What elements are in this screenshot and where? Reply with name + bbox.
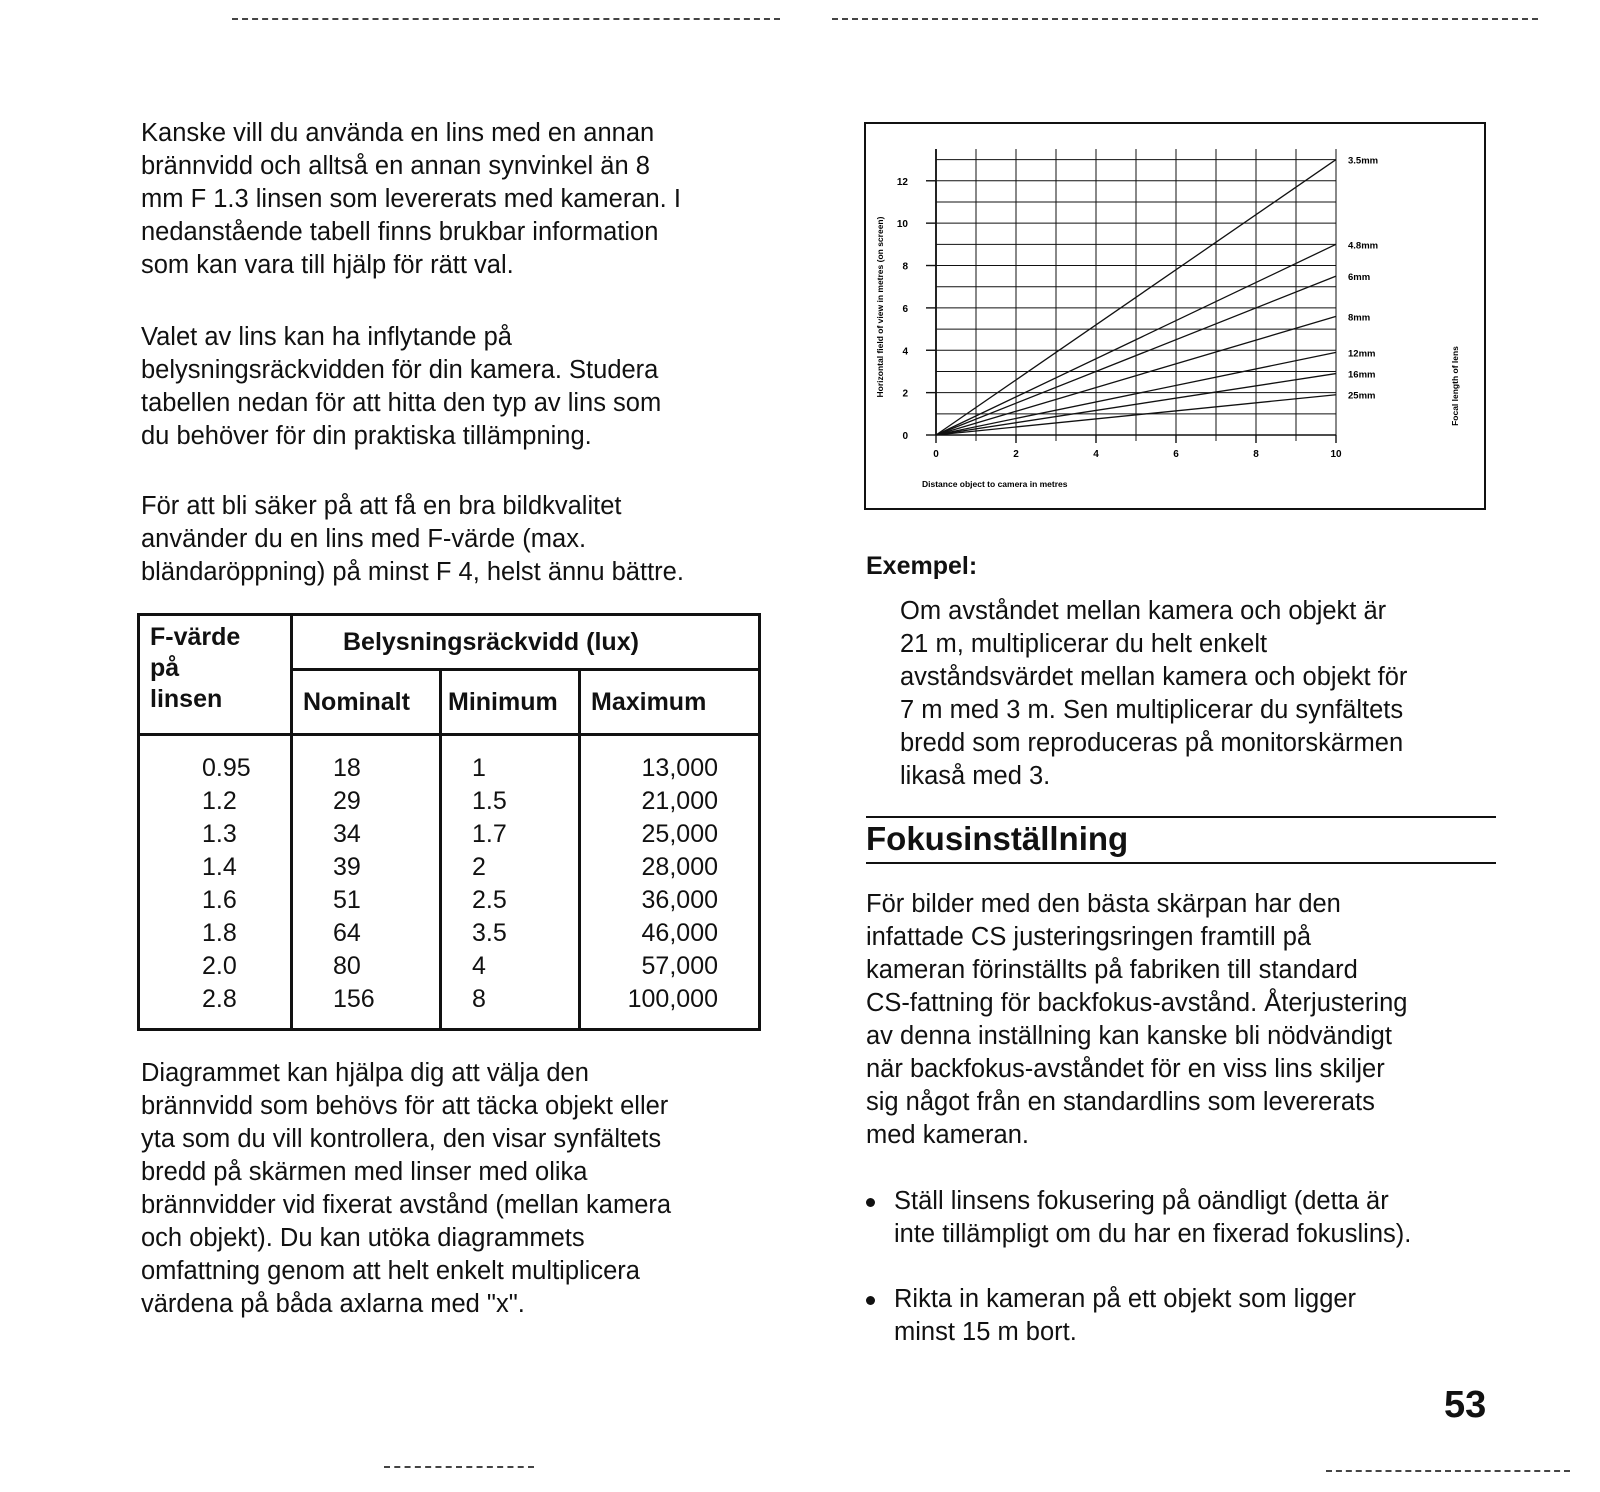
cell-f-value: 1.3 <box>139 818 292 851</box>
cell-minimum: 2 <box>441 851 580 884</box>
table-row <box>139 735 760 786</box>
diagram-paragraph <box>141 1057 671 1321</box>
focus-line: med kameran. <box>866 1121 1029 1149</box>
diagram-line: yta som du vill kontrollera, den visar synfältets <box>141 1125 662 1153</box>
bullet-line: inte tillämpligt om du har en fixerad fokuslins). <box>894 1220 1412 1248</box>
cell-f-value: 1.4 <box>139 851 292 884</box>
lens-choice-paragraph <box>141 321 661 453</box>
field-of-view-chart-svg <box>866 124 1483 507</box>
cell-minimum: 2.5 <box>441 884 580 917</box>
cell-minimum: 8 <box>441 983 580 1030</box>
cell-nominal: 34 <box>292 818 441 851</box>
example-line: bredd som reproduceras på monitorskärmen <box>900 729 1404 757</box>
bullet-dot <box>866 1296 875 1305</box>
table-row <box>139 950 760 983</box>
chart-y-tick-label: 4 <box>902 346 908 358</box>
focus-line: infattade CS justeringsringen framtill på <box>866 923 1312 951</box>
section-rule-bottom <box>866 862 1496 864</box>
table-row <box>139 818 760 851</box>
cell-maximum: 21,000 <box>580 785 760 818</box>
bullet-line: Ställ linsens fokusering på oändligt (detta är <box>894 1187 1389 1215</box>
bullet-line: Rikta in kameran på ett objekt som ligger <box>894 1285 1357 1313</box>
lens-choice-line: Valet av lins kan ha inflytande på <box>141 323 512 351</box>
scan-edge-top-right <box>832 18 1538 20</box>
cell-minimum: 4 <box>441 950 580 983</box>
diagram-line: bredd på skärmen med linser med olika <box>141 1158 588 1186</box>
chart-y-tick-label: 10 <box>896 219 908 231</box>
chart-series-label: 3.5mm <box>1348 155 1379 167</box>
chart-x-tick-label: 6 <box>1173 449 1179 460</box>
diagram-line: Diagrammet kan hjälpa dig att välja den <box>141 1059 589 1087</box>
intro-line: som kan vara till hjälp för rätt val. <box>141 251 514 279</box>
chart-x-tick-label: 8 <box>1253 449 1259 460</box>
chart-y-tick-label: 0 <box>902 431 908 442</box>
focus-line: kameran förinställts på fabriken till standard <box>866 956 1358 984</box>
chart-y-tick-label: 12 <box>896 176 908 188</box>
diagram-line: omfattning genom att helt enkelt multiplicera <box>141 1257 640 1285</box>
focus-line: när backfokus-avståndet för en viss lins skiljer <box>866 1055 1385 1083</box>
table-row <box>139 983 760 1030</box>
cell-f-value: 2.0 <box>139 950 292 983</box>
cell-nominal: 18 <box>292 735 441 786</box>
chart-series-label: 6mm <box>1348 272 1371 284</box>
cell-maximum: 46,000 <box>580 917 760 950</box>
chart-y-tick-label: 8 <box>902 261 908 273</box>
focus-paragraph <box>866 888 1407 1152</box>
example-paragraph <box>900 595 1407 793</box>
chart-y-tick-label: 6 <box>902 303 908 315</box>
example-line: 21 m, multiplicerar du helt enkelt <box>900 630 1268 658</box>
cell-f-value: 1.6 <box>139 884 292 917</box>
chart-right-axis-label: Focal length of lens <box>1450 346 1460 426</box>
example-label: Exempel: <box>866 552 978 580</box>
chart-x-tick-label: 2 <box>1013 449 1019 460</box>
cell-f-value: 1.2 <box>139 785 292 818</box>
cell-minimum: 3.5 <box>441 917 580 950</box>
example-line: likaså med 3. <box>900 762 1051 790</box>
cell-minimum: 1 <box>441 735 580 786</box>
illumination-table <box>137 613 761 1031</box>
image-quality-line: För att bli säker på att få en bra bildkvalitet <box>141 492 622 520</box>
focus-line: sig något från en standardlins som levererats <box>866 1088 1375 1116</box>
chart-series-label: 25mm <box>1348 390 1376 402</box>
image-quality-line: bländaröppning) på minst F 4, helst ännu bättre. <box>141 558 684 586</box>
table-row <box>139 917 760 950</box>
cell-maximum: 25,000 <box>580 818 760 851</box>
chart-series-label: 4.8mm <box>1348 240 1379 252</box>
cell-nominal: 51 <box>292 884 441 917</box>
cell-nominal: 64 <box>292 917 441 950</box>
chart-series-label: 16mm <box>1348 369 1376 381</box>
example-line: Om avståndet mellan kamera och objekt är <box>900 597 1387 625</box>
cell-maximum: 28,000 <box>580 851 760 884</box>
intro-line: brännvidd och alltså en annan synvinkel än 8 <box>141 152 650 180</box>
example-line: 7 m med 3 m. Sen multiplicerar du synfältets <box>900 696 1404 724</box>
chart-x-tick-label: 0 <box>933 449 939 460</box>
example-line: avståndsvärdet mellan kamera och objekt för <box>900 663 1408 691</box>
diagram-line: brännvidder vid fixerat avstånd (mellan kamera <box>141 1191 672 1219</box>
cell-maximum: 100,000 <box>580 983 760 1030</box>
intro-paragraph <box>141 117 681 282</box>
header-minimum: Minimum <box>441 670 580 735</box>
chart-y-tick-label: 2 <box>902 388 908 400</box>
focus-line: För bilder med den bästa skärpan har den <box>866 890 1341 918</box>
lens-choice-line: belysningsräckvidden för din kamera. Studera <box>141 356 659 384</box>
scan-edge-bottom-left <box>384 1466 534 1468</box>
header-f-value <box>139 615 292 735</box>
bullet-dot <box>866 1198 875 1207</box>
lens-choice-line: tabellen nedan för att hitta den typ av lins som <box>141 389 662 417</box>
cell-minimum: 1.7 <box>441 818 580 851</box>
field-of-view-chart <box>864 122 1486 510</box>
intro-line: nedanstående tabell finns brukbar information <box>141 218 659 246</box>
cell-maximum: 57,000 <box>580 950 760 983</box>
chart-series-label: 8mm <box>1348 312 1371 324</box>
chart-series-label: 12mm <box>1348 348 1376 360</box>
intro-line: Kanske vill du använda en lins med en annan <box>141 119 655 147</box>
header-maximum: Maximum <box>580 670 760 735</box>
focus-line: av denna inställning kan kanske bli nödvändigt <box>866 1022 1392 1050</box>
cell-f-value: 1.8 <box>139 917 292 950</box>
table-row <box>139 851 760 884</box>
cell-nominal: 156 <box>292 983 441 1030</box>
cell-nominal: 80 <box>292 950 441 983</box>
header-illumination-range: Belysningsräckvidd (lux) <box>292 615 760 670</box>
header-f-value-line: linsen <box>150 685 223 713</box>
focus-line: CS-fattning för backfokus-avstånd. Återjustering <box>866 989 1408 1017</box>
chart-x-axis-label: Distance object to camera in metres <box>922 479 1068 489</box>
scan-edge-bottom-right <box>1326 1470 1570 1472</box>
cell-maximum: 36,000 <box>580 884 760 917</box>
diagram-line: värdena på båda axlarna med "x". <box>141 1290 525 1318</box>
chart-y-axis-label: Horizontal field of view in metres (on screen) <box>875 216 885 398</box>
cell-minimum: 1.5 <box>441 785 580 818</box>
chart-x-tick-label: 10 <box>1330 449 1342 460</box>
scan-edge-top-left <box>232 18 780 20</box>
cell-maximum: 13,000 <box>580 735 760 786</box>
header-nominal: Nominalt <box>292 670 441 735</box>
chart-x-tick-label: 4 <box>1093 449 1099 460</box>
table-row <box>139 884 760 917</box>
cell-nominal: 39 <box>292 851 441 884</box>
bullet-line: minst 15 m bort. <box>894 1318 1077 1346</box>
header-f-value-line: F-värde <box>150 623 241 651</box>
section-title-focus: Fokusinställning <box>866 820 1129 857</box>
cell-nominal: 29 <box>292 785 441 818</box>
table-row <box>139 785 760 818</box>
lens-choice-line: du behöver för din praktiska tillämpning. <box>141 422 592 450</box>
intro-line: mm F 1.3 linsen som levererats med kameran. I <box>141 185 681 213</box>
diagram-line: och objekt). Du kan utöka diagrammets <box>141 1224 585 1252</box>
cell-f-value: 2.8 <box>139 983 292 1030</box>
header-f-value-line: på <box>150 654 180 682</box>
cell-f-value: 0.95 <box>139 735 292 786</box>
image-quality-line: använder du en lins med F-värde (max. <box>141 525 587 553</box>
image-quality-paragraph <box>141 490 684 589</box>
section-rule-top <box>866 816 1496 818</box>
diagram-line: brännvidd som behövs för att täcka objekt eller <box>141 1092 669 1120</box>
page-number: 53 <box>1444 1384 1487 1426</box>
